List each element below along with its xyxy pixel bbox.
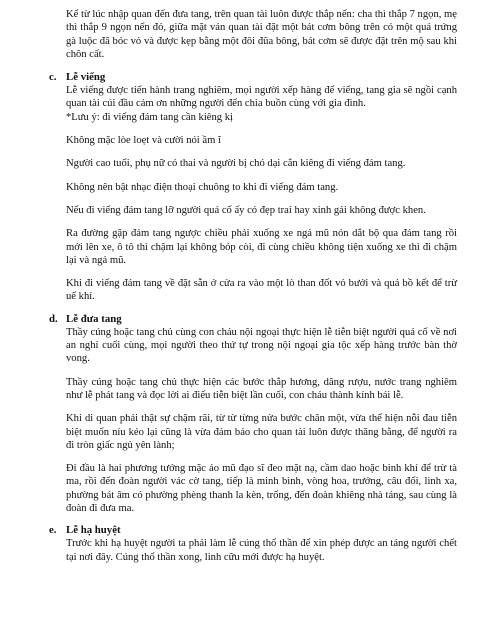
section-heading-le-vieng (49, 71, 457, 84)
section-title: Lễ đưa tang (66, 312, 122, 325)
paragraph: Ra đường gặp đám tang ngược chiều phải xuống xe ngả mũ nón dắt bộ qua đám tang rồi mới lên xe, ô tô thì chậm lại không bóp còi, đi cùng chiều không tiện xuống xe thì đi chậm lại và ngả mũ. (66, 228, 457, 266)
section-title: Lễ viếng (66, 71, 106, 84)
paragraph: Khi di quan phải thật sự chậm rãi, từ từ từng nửa bước chân một, vừa thể hiện nỗi đau tiễn biệt muốn níu kéo lại cũng là vừa đảm bảo cho quan tài luôn được thăng bằng, để người ra đi tròn giấc ngủ yên lành; (66, 413, 457, 451)
section-heading-le-dua-tang (49, 312, 457, 326)
section-letter: c. (49, 71, 57, 84)
paragraph: Không nên bật nhạc điện thoại chuông to khi đi viếng đám tang. (66, 181, 339, 193)
paragraph: Nếu đi viếng đám tang lỡ người quá cố ấy có đẹp trai hay xinh gái không được khen. (66, 204, 426, 216)
paragraph: Thầy cúng hoặc tang chủ thực hiện các bước thắp hương, dâng rượu, nước trang nghiêm như lễ phát tang và đọc lời ai điếu tiễn biệt lần cuối, con cháu thành kính bái lễ. (66, 376, 457, 401)
intro-paragraph: Kể từ lúc nhập quan đến đưa tang, trên quan tài luôn được thắp nến: cha thì thắp 7 ngọn, mẹ thì thắp 9 ngọn nến đỏ, giữa mặt ván quan tài đặt một bát cơm bông trên có một quả trứng gà luộc đã bóc vỏ và được kẹp bằng một đôi đũa bông, bát cơm sẽ được đặt trên mộ sau khi chôn cất. (66, 9, 457, 60)
paragraph: Trước khi hạ huyệt người ta phải làm lễ cúng thổ thần để xin phép được an táng người chết tại nơi đây. Cúng thổ thần xong, linh cữu mới được hạ huyệt. (66, 538, 457, 563)
section-letter: d. (49, 312, 58, 325)
paragraph: Không mặc lòe loẹt và cười nói ầm ĩ (66, 135, 221, 147)
section-heading-le-ha-huyet (49, 524, 457, 537)
section-title: Lễ hạ huyệt (66, 524, 121, 537)
section-letter: e. (49, 524, 57, 537)
paragraph: Khi đi viếng đám tang về đặt sẵn ở cửa ra vào một lò than đốt vỏ bưởi và quả bồ kết để trừ uế khí. (66, 278, 457, 303)
note-line: *Lưu ý: đi viếng đám tang cần kiêng kị (66, 111, 233, 123)
paragraph: Đi đầu là hai phương tướng mặc áo mũ đạo sĩ đeo mặt nạ, cầm dao hoặc binh khí để trừ tà ma, rồi đến đoàn người vác cờ tang, tiếp là minh bình, vòng hoa, trướng, câu đối, linh xa, phường bát âm có phường phèng thanh la kèn, trống, đến đoàn khiêng nhà táng, sau cùng là đoàn đi đưa ma. (66, 463, 457, 515)
paragraph: Lễ viếng được tiến hành trang nghiêm, mọi người xếp hàng để viếng, tang gia sẽ ngồi cạnh quan tài cúi đầu cảm ơn những người đến chia buồn cùng với gia đình. (66, 85, 457, 110)
paragraph: Người cao tuổi, phụ nữ có thai và người bị chó dại cắn kiêng đi viếng đám tang. (66, 158, 406, 170)
paragraph: Thầy cúng hoặc tang chủ cùng con cháu nội ngoại thực hiện lễ tiễn biệt người quá cố về nơi an nghỉ cuối cùng, mọi người theo thứ tự trong nội ngoại gia tộc xếp hàng trước bàn thờ vong. (66, 326, 457, 365)
